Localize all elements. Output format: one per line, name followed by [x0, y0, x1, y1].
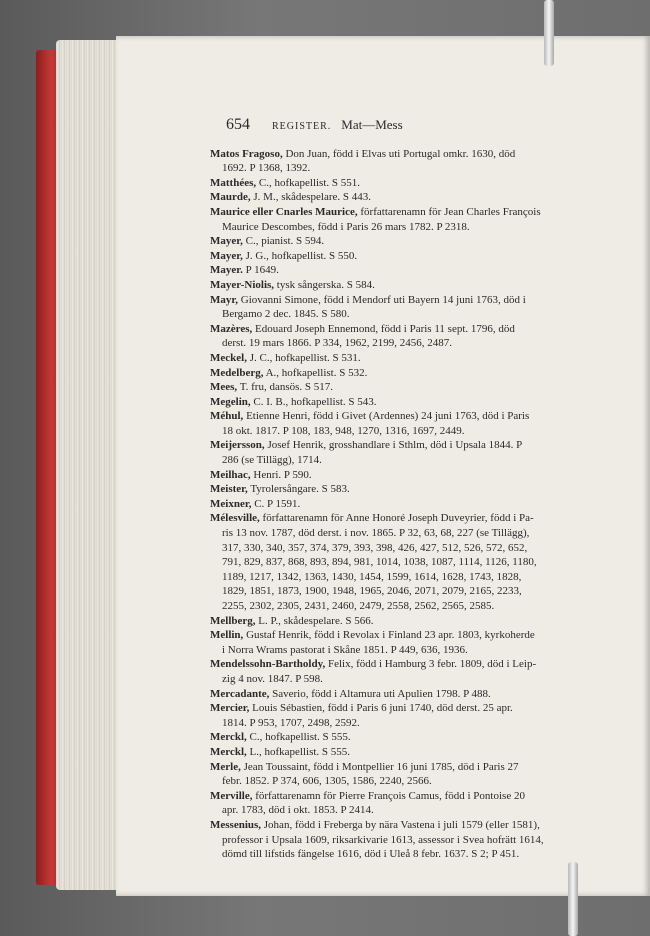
entry-continuation-line: 791, 829, 837, 868, 893, 894, 981, 1014, 1038, 1087, 1114, 1126, 1180,	[222, 556, 537, 569]
entry-line: Merle, Jean Toussaint, född i Montpellier 16 juni 1785, död i Paris 27	[210, 760, 519, 773]
register-entry	[210, 322, 610, 351]
entry-continuation-line: 2255, 2302, 2305, 2431, 2460, 2479, 2558, 2562, 2565, 2585.	[222, 600, 495, 612]
entry-line: Mellberg, L. P., skådespelare. S 566.	[210, 614, 374, 627]
register-entry	[210, 745, 610, 760]
register-entry	[210, 614, 610, 629]
entry-continuation-line: 1692. P 1368, 1392.	[222, 162, 311, 175]
entry-line: Mercadante, Saverio, född i Altamura uti Apulien 1798. P 488.	[210, 687, 491, 700]
entry-range: Mat—Mess	[341, 117, 403, 132]
entry-continuation-line: professor i Upsala 1609, riksarkivarie 1613, assessor i Svea hofrätt 1614,	[222, 833, 544, 846]
entry-continuation-line: 317, 330, 340, 357, 374, 379, 393, 398, 426, 427, 512, 526, 572, 652,	[222, 541, 528, 554]
entry-line: Meilhac, Henri. P 590.	[210, 468, 312, 481]
entry-line: Meijersson, Josef Henrik, grosshandlare i Sthlm, död i Upsala 1844. P	[210, 439, 523, 452]
entry-line: Mayer, J. G., hofkapellist. S 550.	[210, 249, 358, 262]
register-entry	[210, 351, 610, 366]
register-entry	[210, 278, 610, 293]
register-entry	[210, 497, 610, 512]
register-entry	[210, 409, 610, 438]
entry-continuation-line: apr. 1783, död i okt. 1853. P 2414.	[222, 804, 374, 817]
entry-continuation-line: derst. 19 mars 1866. P 334, 1962, 2199, 2456, 2487.	[222, 337, 452, 350]
entry-continuation-line: Maurice Descombes, född i Paris 26 mars 1782. P 2318.	[222, 220, 470, 233]
register-entry	[210, 760, 610, 789]
entry-line: Meckel, J. C., hofkapellist. S 531.	[210, 351, 361, 364]
entry-continuation-line: 1814. P 953, 1707, 2498, 2592.	[222, 716, 360, 729]
register-entry	[210, 205, 610, 234]
entry-line: Mees, T. fru, dansös. S 517.	[210, 381, 334, 394]
entry-continuation-line: dömd till lifstids fängelse 1616, död i Uleå 8 febr. 1637. S 2; P 451.	[222, 848, 520, 861]
running-header	[226, 118, 610, 135]
entry-continuation-line: Bergamo 2 dec. 1845. S 580.	[222, 308, 350, 321]
entry-line: Matthées, C., hofkapellist. S 551.	[210, 176, 361, 189]
entry-continuation-line: 1829, 1851, 1873, 1900, 1948, 1965, 2046, 2071, 2079, 2165, 2233,	[222, 585, 522, 598]
register-entry	[210, 818, 610, 862]
entry-continuation-line: ris 13 nov. 1787, död derst. i nov. 1865. P 32, 63, 68, 227 (se Tillägg),	[222, 527, 530, 540]
register-entry	[210, 657, 610, 686]
entry-line: Mendelssohn-Bartholdy, Felix, född i Hamburg 3 febr. 1809, död i Leip-	[210, 658, 537, 671]
page-number: 654	[226, 116, 250, 133]
register-entries	[210, 147, 610, 862]
register-entry	[210, 438, 610, 467]
entry-line: Merckl, C., hofkapellist. S 555.	[210, 731, 351, 744]
register-entry	[210, 176, 610, 191]
entry-line: Meister, Tyrolersångare. S 583.	[210, 483, 350, 496]
entry-line: Mazères, Edouard Joseph Ennemond, född i Paris 11 sept. 1796, död	[210, 322, 515, 335]
entry-line: Maurice eller Cnarles Maurice, författarenamn för Jean Charles François	[210, 205, 541, 218]
entry-line: Megelin, C. I. B., hofkapellist. S 543.	[210, 395, 377, 408]
entry-line: Mayer-Niolis, tysk sångerska. S 584.	[210, 278, 375, 291]
entry-line: Merckl, L., hofkapellist. S 555.	[210, 745, 351, 758]
register-entry	[210, 511, 610, 613]
register-entry	[210, 190, 610, 205]
entry-continuation-line: i Norra Wrams pastorat i Skåne 1851. P 449, 636, 1936.	[222, 643, 468, 656]
entry-line: Matos Fragoso, Don Juan, född i Elvas uti Portugal omkr. 1630, död	[210, 147, 516, 160]
section-title: REGISTER.	[272, 121, 332, 132]
register-entry	[210, 366, 610, 381]
register-entry	[210, 730, 610, 745]
bookmark-ribbon-bottom	[568, 862, 578, 936]
entry-line: Meixner, C. P 1591.	[210, 497, 301, 510]
register-entry	[210, 628, 610, 657]
entry-line: Merville, författarenamn för Pierre François Camus, född i Pontoise 20	[210, 789, 525, 802]
entry-line: Méhul, Etienne Henri, född i Givet (Ardennes) 24 juni 1763, död i Paris	[210, 410, 530, 423]
register-entry	[210, 789, 610, 818]
bookmark-ribbon-top	[544, 0, 554, 66]
page-text	[210, 118, 610, 862]
entry-line: Mayer, C., pianist. S 594.	[210, 235, 325, 248]
register-entry	[210, 293, 610, 322]
entry-line: Messenius, Johan, född i Freberga by nära Vastena i juli 1579 (eller 1581),	[210, 818, 540, 831]
entry-line: Mayer. P 1649.	[210, 264, 279, 277]
register-entry	[210, 249, 610, 264]
register-entry	[210, 482, 610, 497]
register-entry	[210, 380, 610, 395]
register-entry	[210, 395, 610, 410]
entry-line: Medelberg, A., hofkapellist. S 532.	[210, 366, 368, 379]
entry-continuation-line: 1189, 1217, 1342, 1363, 1430, 1454, 1599, 1614, 1628, 1743, 1828,	[222, 570, 522, 583]
register-entry	[210, 701, 610, 730]
register-entry	[210, 468, 610, 483]
entry-line: Mercier, Louis Sébastien, född i Paris 6 juni 1740, död derst. 25 apr.	[210, 702, 513, 715]
register-entry	[210, 687, 610, 702]
register-entry	[210, 263, 610, 278]
entry-continuation-line: 18 okt. 1817. P 108, 183, 948, 1270, 1316, 1697, 2449.	[222, 424, 465, 437]
register-entry	[210, 234, 610, 249]
entry-line: Maurde, J. M., skådespelare. S 443.	[210, 191, 372, 204]
entry-continuation-line: 286 (se Tillägg), 1714.	[222, 454, 322, 467]
entry-continuation-line: zig 4 nov. 1847. P 598.	[222, 672, 323, 685]
entry-continuation-line: febr. 1852. P 374, 606, 1305, 1586, 2240, 2566.	[222, 775, 432, 788]
register-entry	[210, 147, 610, 176]
entry-line: Mayr, Giovanni Simone, född i Mendorf uti Bayern 14 juni 1763, död i	[210, 293, 526, 306]
entry-line: Mélesville, författarenamn för Anne Honoré Joseph Duveyrier, född i Pa-	[210, 512, 534, 525]
entry-line: Mellin, Gustaf Henrik, född i Revolax i Finland 23 apr. 1803, kyrkoherde	[210, 629, 535, 642]
